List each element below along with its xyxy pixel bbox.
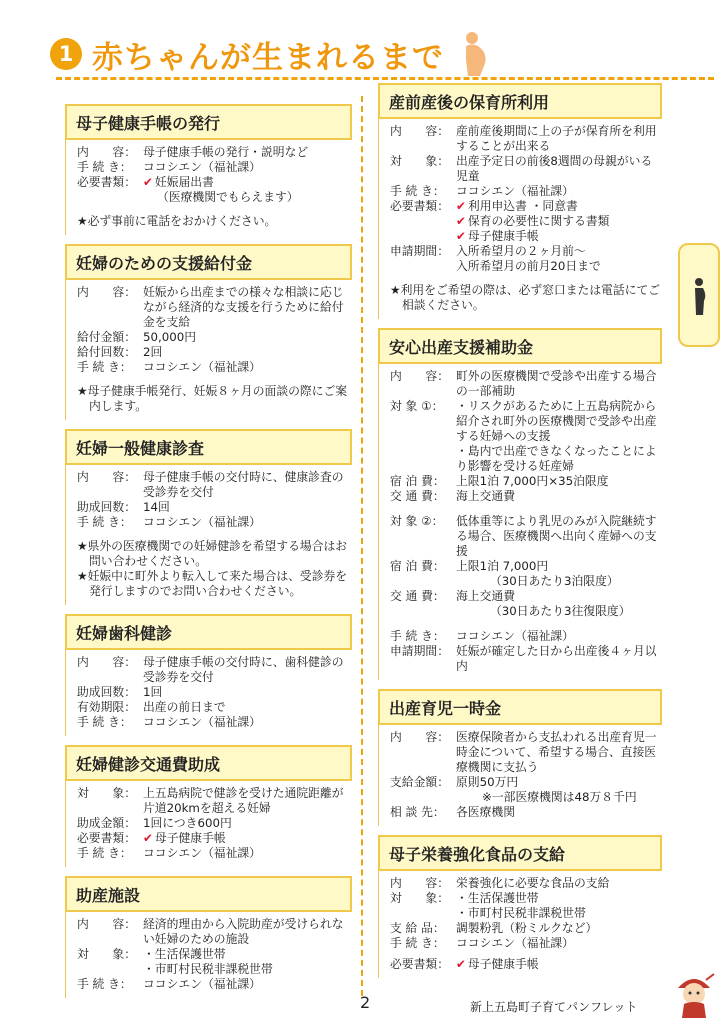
row-label: 手 続 き： [390,629,445,643]
info-row [390,199,662,244]
section-title: 母子健康手帳の発行 [65,104,352,140]
checkmark-icon: ✔ [456,214,466,228]
pregnant-silhouette-icon [680,245,718,345]
required-doc: 保育の必要性に関する書類 [467,214,610,228]
row-label: 申請期間： [390,244,449,258]
row-label: 必要書類： [77,175,136,189]
pregnant-woman-icon [456,30,492,78]
info-row [390,957,662,972]
row-label: 対 象： [390,154,449,168]
row-label: 内 容： [390,730,449,744]
info-row [77,160,352,175]
row-value: 上限1泊 7,000円 [456,559,549,573]
row-value: 医療保険者から支払われる出産育児一時金について、希望する場合、直接医療機関に支払う [456,730,657,774]
row-label: 相 談 先： [390,805,445,819]
row-label: 手 続 き： [390,936,445,950]
info-row [390,514,662,559]
row-label: 対 象： [77,947,136,961]
info-row [390,936,662,951]
info-row [390,644,662,674]
row-label: 内 容： [390,124,449,138]
info-row [77,175,352,205]
info-row [390,629,662,644]
row-value: 上五島病院で健診を受けた通院距離が片道20kmを超える妊婦 [143,786,344,815]
section-techo [65,104,352,235]
note-text: ★母子健康手帳発行、妊娠８ヶ月の面談の際にご案内します。 [77,384,348,413]
row-label: 必要書類： [390,199,449,213]
row-value: ココシエン（福祉課） [143,977,261,991]
info-row [77,816,352,831]
row-label: 給付回数： [77,345,136,359]
row-value: ・生活保護世帯 [143,947,226,961]
section-eiyo [378,835,662,978]
section-kotsu [65,745,352,867]
row-label: 手 続 き： [77,160,132,174]
section-title: 妊婦健診交通費助成 [65,745,352,781]
row-value: ココシエン（福祉課） [456,184,574,198]
row-value: 妊娠から出産までの様々な相談に応じながら経済的な支援を行うために給付金を支給 [143,285,344,329]
row-value: 妊娠が確定した日から出産後４ヶ月以内 [456,644,657,673]
row-label: 有効期限： [77,700,136,714]
row-value: 栄養強化に必要な食品の支給 [456,876,610,890]
right-column [378,83,662,987]
section-title: 助産施設 [65,876,352,912]
row-label: 内 容： [77,285,136,299]
header-divider [56,77,714,80]
info-row [390,184,662,199]
info-row [77,786,352,816]
row-label: 内 容： [77,145,136,159]
required-doc: 母子健康手帳 [467,229,539,243]
info-row [77,360,352,375]
row-value: 海上交通費 [456,589,515,603]
row-label: 対 象 ②： [390,514,444,528]
info-row [390,921,662,936]
note-text: ★妊娠中に町外より転入して来た場合は、受診券を発行しますのでお問い合わせください。 [77,569,348,598]
row-label: 手 続 き： [390,184,445,198]
row-value: ココシエン（福祉課） [143,360,261,374]
row-value: ・生活保護世帯 [456,891,539,905]
info-row [77,715,352,730]
section-title: 妊婦一般健康診査 [65,429,352,465]
row-value: 入所希望月の２ヶ月前〜 [456,244,586,258]
info-row [77,345,352,360]
chapter-number-badge: 1 [50,38,82,70]
row-value: 各医療機関 [456,805,515,819]
section-josan [65,876,352,998]
section-kyufu [65,244,352,420]
row-label: 内 容： [77,917,136,931]
info-row [390,244,662,274]
note-text: ★必ず事前に電話をおかけください。 [77,214,277,228]
info-row [390,730,662,775]
row-value: 出産予定日の前後8週間の母親がいる児童 [456,154,653,183]
required-doc: 利用申込書 ・同意書 [467,199,578,213]
info-row [77,831,352,846]
info-row [390,559,662,589]
note-text: ★県外の医療機関での妊婦健診を希望する場合はお問い合わせください。 [77,539,348,568]
row-label: 支 給 品： [390,921,445,935]
left-column [65,104,352,1007]
note-text: ★利用をご希望の際は、必ず窓口または電話にてご相談ください。 [390,283,661,312]
info-row [77,685,352,700]
section-title: 母子栄養強化食品の支給 [378,835,662,871]
row-value: 14回 [143,500,170,514]
row-label: 宿 泊 費： [390,474,445,488]
info-row [77,500,352,515]
info-row [77,655,352,685]
section-title: 安心出産支援補助金 [378,328,662,364]
page-number: 2 [360,993,371,1012]
info-row [77,947,352,977]
info-row [390,489,662,504]
section-title: 妊婦歯科健診 [65,614,352,650]
section-shinsa [65,429,352,605]
row-value: ・島内で出産できなくなったことにより影響を受ける妊産婦 [456,444,657,473]
row-value: ココシエン（福祉課） [456,936,574,950]
row-label: 交 通 費： [390,589,445,603]
section-hoiku [378,83,662,319]
row-value: 2回 [143,345,163,359]
info-row [390,369,662,399]
section-title: 産前産後の保育所利用 [378,83,662,119]
section-title: 妊婦のための支援給付金 [65,244,352,280]
row-label: 内 容： [77,655,136,669]
info-row [390,399,662,474]
info-row [77,917,352,947]
info-row [390,891,662,921]
checkmark-icon: ✔ [456,957,466,971]
row-label: 手 続 き： [77,846,132,860]
row-value: 経済的理由から入院助産が受けられない妊婦のための施設 [143,917,344,946]
row-value-note: （30日あたり3泊限度） [490,574,619,588]
row-label: 給付金額： [77,330,136,344]
row-value: 原則50万円 [456,775,519,789]
info-row [77,977,352,992]
row-value: ・市町村民税非課税世帯 [456,906,586,920]
info-row [77,515,352,530]
info-row [390,474,662,489]
checkmark-icon: ✔ [143,175,153,189]
info-row [77,846,352,861]
row-label: 助成回数： [77,685,136,699]
info-row [390,876,662,891]
pamphlet-name: 新上五島町子育てパンフレット [470,1000,638,1014]
row-label: 必要書類： [77,831,136,845]
row-value: 50,000円 [143,330,197,344]
row-value: 上限1泊 7,000円×35泊限度 [456,474,609,488]
row-label: 手 続 き： [77,515,132,529]
row-value: ココシエン（福祉課） [143,846,261,860]
row-value: 1回につき600円 [143,816,232,830]
row-value: 海上交通費 [456,489,515,503]
row-label: 手 続 き： [77,715,132,729]
section-shika [65,614,352,736]
row-label: 手 続 き： [77,360,132,374]
row-value: ココシエン（福祉課） [143,160,261,174]
section-title: 出産育児一時金 [378,689,662,725]
row-value: ココシエン（福祉課） [456,629,574,643]
info-row [390,805,662,820]
info-row [390,775,662,805]
row-label: 宿 泊 費： [390,559,445,573]
row-value: ココシエン（福祉課） [143,515,261,529]
row-value-note: （30日あたり3往復限度） [490,604,631,618]
row-value: 低体重等により乳児のみが入院継続する場合、医療機関へ出向く産婦への支援 [456,514,657,558]
checkmark-icon: ✔ [456,229,466,243]
row-value: 母子健康手帳の発行・説明など [143,145,309,159]
row-value: ・リスクがあるために上五島病院から紹介され町外の医療機関で受診や出産する妊婦への支援 [456,399,657,443]
row-value: 出産の前日まで [143,700,226,714]
checkmark-icon: ✔ [143,831,153,845]
row-label: 助成回数： [77,500,136,514]
row-label: 必要書類： [390,957,449,971]
info-row [390,124,662,154]
row-label: 内 容： [390,369,449,383]
row-value-note: ※一部医療機関は48万８千円 [482,790,637,804]
row-label: 対 象： [77,786,136,800]
page-header [50,28,492,80]
row-value: 産前産後期間に上の子が保育所を利用することが出来る [456,124,657,153]
side-tab [678,243,720,347]
required-doc: 母子健康手帳 [467,957,539,971]
row-value: 母子健康手帳の交付時に、歯科健診の受診券を交付 [143,655,344,684]
row-label: 対 象 ①： [390,399,444,413]
row-value: ココシエン（福祉課） [143,715,261,729]
info-row [77,145,352,160]
row-value-note: （医療機関でもらえます） [157,190,299,204]
row-value: 1回 [143,685,163,699]
row-value: 母子健康手帳の交付時に、健康診査の受診券を交付 [143,470,344,499]
mascot-icon [672,970,716,1020]
info-row [77,700,352,715]
row-label: 内 容： [390,876,449,890]
row-value: 入所希望月の前月20日まで [456,259,601,273]
info-row [390,154,662,184]
column-divider [361,96,363,996]
row-label: 支給金額： [390,775,449,789]
checkmark-icon: ✔ [456,199,466,213]
row-value: 母子健康手帳 [154,831,226,845]
row-value: 妊娠届出書 [154,175,214,189]
info-row [77,330,352,345]
row-label: 助成金額： [77,816,136,830]
row-label: 対 象： [390,891,449,905]
row-label: 交 通 費： [390,489,445,503]
row-label: 手 続 き： [77,977,132,991]
section-ichiji [378,689,662,826]
row-label: 申請期間： [390,644,449,658]
info-row [77,285,352,330]
row-value: 町外の医療機関で受診や出産する場合の一部補助 [456,369,657,398]
row-value: 調製粉乳（粉ミルクなど） [456,921,598,935]
section-anshin [378,328,662,680]
info-row [77,470,352,500]
row-label: 内 容： [77,470,136,484]
page-title: 赤ちゃんが生まれるまで [92,39,444,76]
info-row [390,589,662,619]
row-value: ・市町村民税非課税世帯 [143,962,273,976]
